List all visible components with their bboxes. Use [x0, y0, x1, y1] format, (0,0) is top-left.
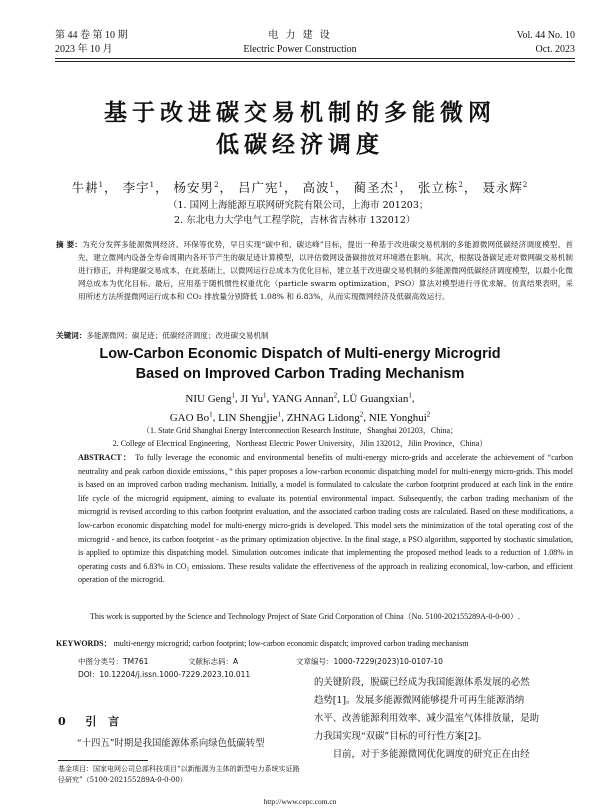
header-rule	[55, 58, 575, 59]
author-cn: 吕广宪$^1$	[238, 180, 284, 195]
footnote-funding: 基金项目：国家电网公司总部科技项目“以新能源为主体的新型电力系统实证路径研究”（5100-202155289A-0-0-00）	[58, 765, 300, 784]
article-number: 文章编号：1000-7229(2023)10-0107-10	[296, 657, 443, 666]
author-cn: 李宇$^1$	[122, 180, 156, 195]
author-cn: 高波$^1$	[302, 180, 335, 195]
journal-name-en: Electric Power Construction	[243, 44, 357, 55]
abstract-en-label: ABSTRACT：	[78, 453, 133, 462]
footer-url[interactable]: http://www.cepc.com.cn	[263, 797, 337, 806]
intro-right-line-5: 目前，对于多能源微网优化调度的研究正在由经	[332, 749, 530, 760]
affiliation-en-1: （1. State Grid Shanghai Energy Interconnection Research Institute，Shanghai 201203，China；	[141, 426, 458, 435]
section-heading	[58, 713, 123, 729]
issue-volume-cn: 第 44 卷 第 10 期	[55, 30, 128, 41]
footnote-rule	[58, 760, 148, 761]
title-en-line-1: Low-Carbon Economic Dispatch of Multi-energy Microgrid	[99, 346, 501, 362]
author-en: JI Yu$^1$	[240, 391, 267, 405]
abstract-cn-text: 为充分发挥多能源微网经济、环保等优势，早日实现“碳中和、碳达峰”目标，提出一种基于改进碳交易机制的多能源微网低碳经济调度模型。首先，建立微网内设备全寿命周期内各环节产生的碳足迹计算模型，以评估微网设备碳排放对环境潜在影响。其次，根据设备碳足迹对微网碳交易机制进行修正，并构建碳交易成本，在此基础上，以微网运行总成本为优化目标，建立基于改进碳交易机制的多能源微网低碳经济调度模型，以最小化微网总成本为优化目标。最后，应用基于随机惯性权重优化（particle swarm optimization，PSO）算法对模型进行寻优求解。仿真结果表明，采用所述方法所提微网运行成本和 CO₂ 排放量分别降低 1.08% 和 6.83%，从而实现微网经济及低碳高效运行。	[78, 240, 573, 302]
intro-right-line-2: 趋势[1]。发展多能源微网能够提升可再生能源消纳	[314, 695, 525, 706]
intro-right-line-4: 力我国实现“双碳”目标的可行性方案[2]。	[314, 731, 487, 742]
author-en: ZHNAG Lidong$^2$	[286, 410, 364, 424]
issue-volume-en: Vol. 44 No. 10	[516, 30, 575, 41]
abstract-cn	[56, 238, 573, 303]
clc-number: 中图分类号：TM761	[78, 657, 149, 666]
author-en: LÜ Guangxian$^1$	[342, 391, 412, 405]
author-cn: 张立栋$^2$	[417, 180, 464, 195]
title-en-line-2: Based on Improved Carbon Trading Mechanism	[135, 366, 465, 382]
author-en: NIE Yonghui$^2$	[368, 410, 431, 424]
author-cn: 聂永辉$^2$	[482, 180, 529, 195]
issue-date-en: Oct. 2023	[535, 44, 575, 55]
author-cn: 蔺圣杰$^1$	[353, 180, 400, 195]
affiliation-en-2: 2. College of Electrical Engineering，Northeast Electric Power University，Jilin 132012，Jilin Province，China）	[112, 439, 488, 448]
keywords-cn-text: 多能源微网；碳足迹；低碳经济调度；改进碳交易机制	[86, 331, 269, 340]
doi: DOI：10.12204/j.issn.1000-7229.2023.10.011	[78, 670, 251, 679]
issue-date-cn: 2023 年 10 月	[55, 44, 113, 55]
author-en: LIN Shengjie$^1$	[218, 410, 282, 424]
author-en: NIU Geng$^1$	[185, 391, 236, 405]
section-number: 0	[58, 715, 70, 728]
abstract-en-text: To fully leverage the economic and environmental benefits of multi-energy micro-grids and accelerate the achievement of “carbon neutrality and peak carbon dioxide emissions，” this paper proposes a low-carbon economic dispatching model for multi-energy micro-grids. This model is based on an improved carbon trading mechanism. Initially, a model is formulated to calculate the carbon footprint produced at each link in the entire life cycle of the microgrid equipment, aiming to evaluate its potential environmental impact. Subsequently, the carbon trading mechanism of the microgrid is revised according to this carbon footprint evaluation, and the associated carbon trading costs are calculated. Based on these modifications, a low-carbon economic dispatching model for multi-energy micro-grids is developed. This model sets the minimization of the total operating cost of the microgrid - and hence, its carbon footprint - as the primary optimization objective. In the final stage, a PSO algorithm, supported by stochastic simulation, is applied to optimize this dispatching model. Simulation outcomes indicate that implementing the proposed method leads to a reduction of 1.08% in operating costs and 6.83% in CO₂ emissions. These results validate the effectiveness of the approach in realizing economical, low-carbon, and efficient operation of the microgrid.	[78, 453, 573, 585]
intro-right-line-1: 的关键阶段，脱碳已经成为我国能源体系发展的必然	[314, 677, 530, 688]
keywords-cn	[56, 329, 573, 342]
keywords-en-text: multi-energy microgrid; carbon footprint; low-carbon economic dispatch; improved carbon trading mechanism	[113, 639, 469, 648]
authors-en-line-1: NIU Geng$^1$, JI Yu$^1$, YANG Annan$^2$, LÜ Guangxian$^1$,	[185, 391, 415, 405]
header-rule-thin	[55, 61, 575, 62]
document-code: 文献标志码：A	[188, 657, 239, 666]
author-en: GAO Bo$^1$	[169, 410, 213, 424]
affiliation-cn-1: （1. 国网上海能源互联网研究院有限公司，上海市 201203；	[168, 200, 429, 211]
authors-cn: 牛耕$^1$， 李宇$^1$， 杨安男$^2$， 吕广宪$^1$， 高波$^1$， 蔺圣杰$^1$， 张立栋$^2$， 聂永辉$^2$	[71, 180, 529, 195]
abstract-cn-label: 摘 要：	[56, 240, 83, 249]
title-cn-line-2: 低碳经济调度	[216, 131, 384, 158]
abstract-en	[78, 451, 573, 587]
title-cn-line-1: 基于改进碳交易机制的多能微网	[104, 99, 496, 126]
keywords-cn-label: 关键词：	[56, 331, 87, 340]
intro-right-line-3: 水平、改善能源利用效率、减少温室气体排放量，是助	[314, 713, 540, 724]
keywords-en	[56, 637, 573, 651]
affiliation-cn-2: 2. 东北电力大学电气工程学院，吉林省吉林市 132012）	[174, 215, 416, 226]
authors-en-line-2: GAO Bo$^1$, LIN Shengjie$^1$, ZHNAG Lidong$^2$, NIE Yonghui$^2$	[169, 410, 431, 424]
author-en: YANG Annan$^2$	[271, 391, 338, 405]
keywords-en-label: KEYWORDS：	[56, 639, 112, 648]
journal-name-cn: 电 力 建 设	[268, 30, 332, 41]
funding-en: This work is supported by the Science and Technology Project of State Grid Corporation of China（No. 5100-202155289A-0-0-00）.	[90, 612, 520, 621]
section-title: 引 言	[85, 715, 124, 728]
author-cn: 杨安男$^2$	[173, 180, 220, 195]
author-cn: 牛耕$^1$	[71, 180, 105, 195]
intro-left-text: “十四五”时期是我国能源体系向绿色低碳转型	[76, 738, 265, 749]
